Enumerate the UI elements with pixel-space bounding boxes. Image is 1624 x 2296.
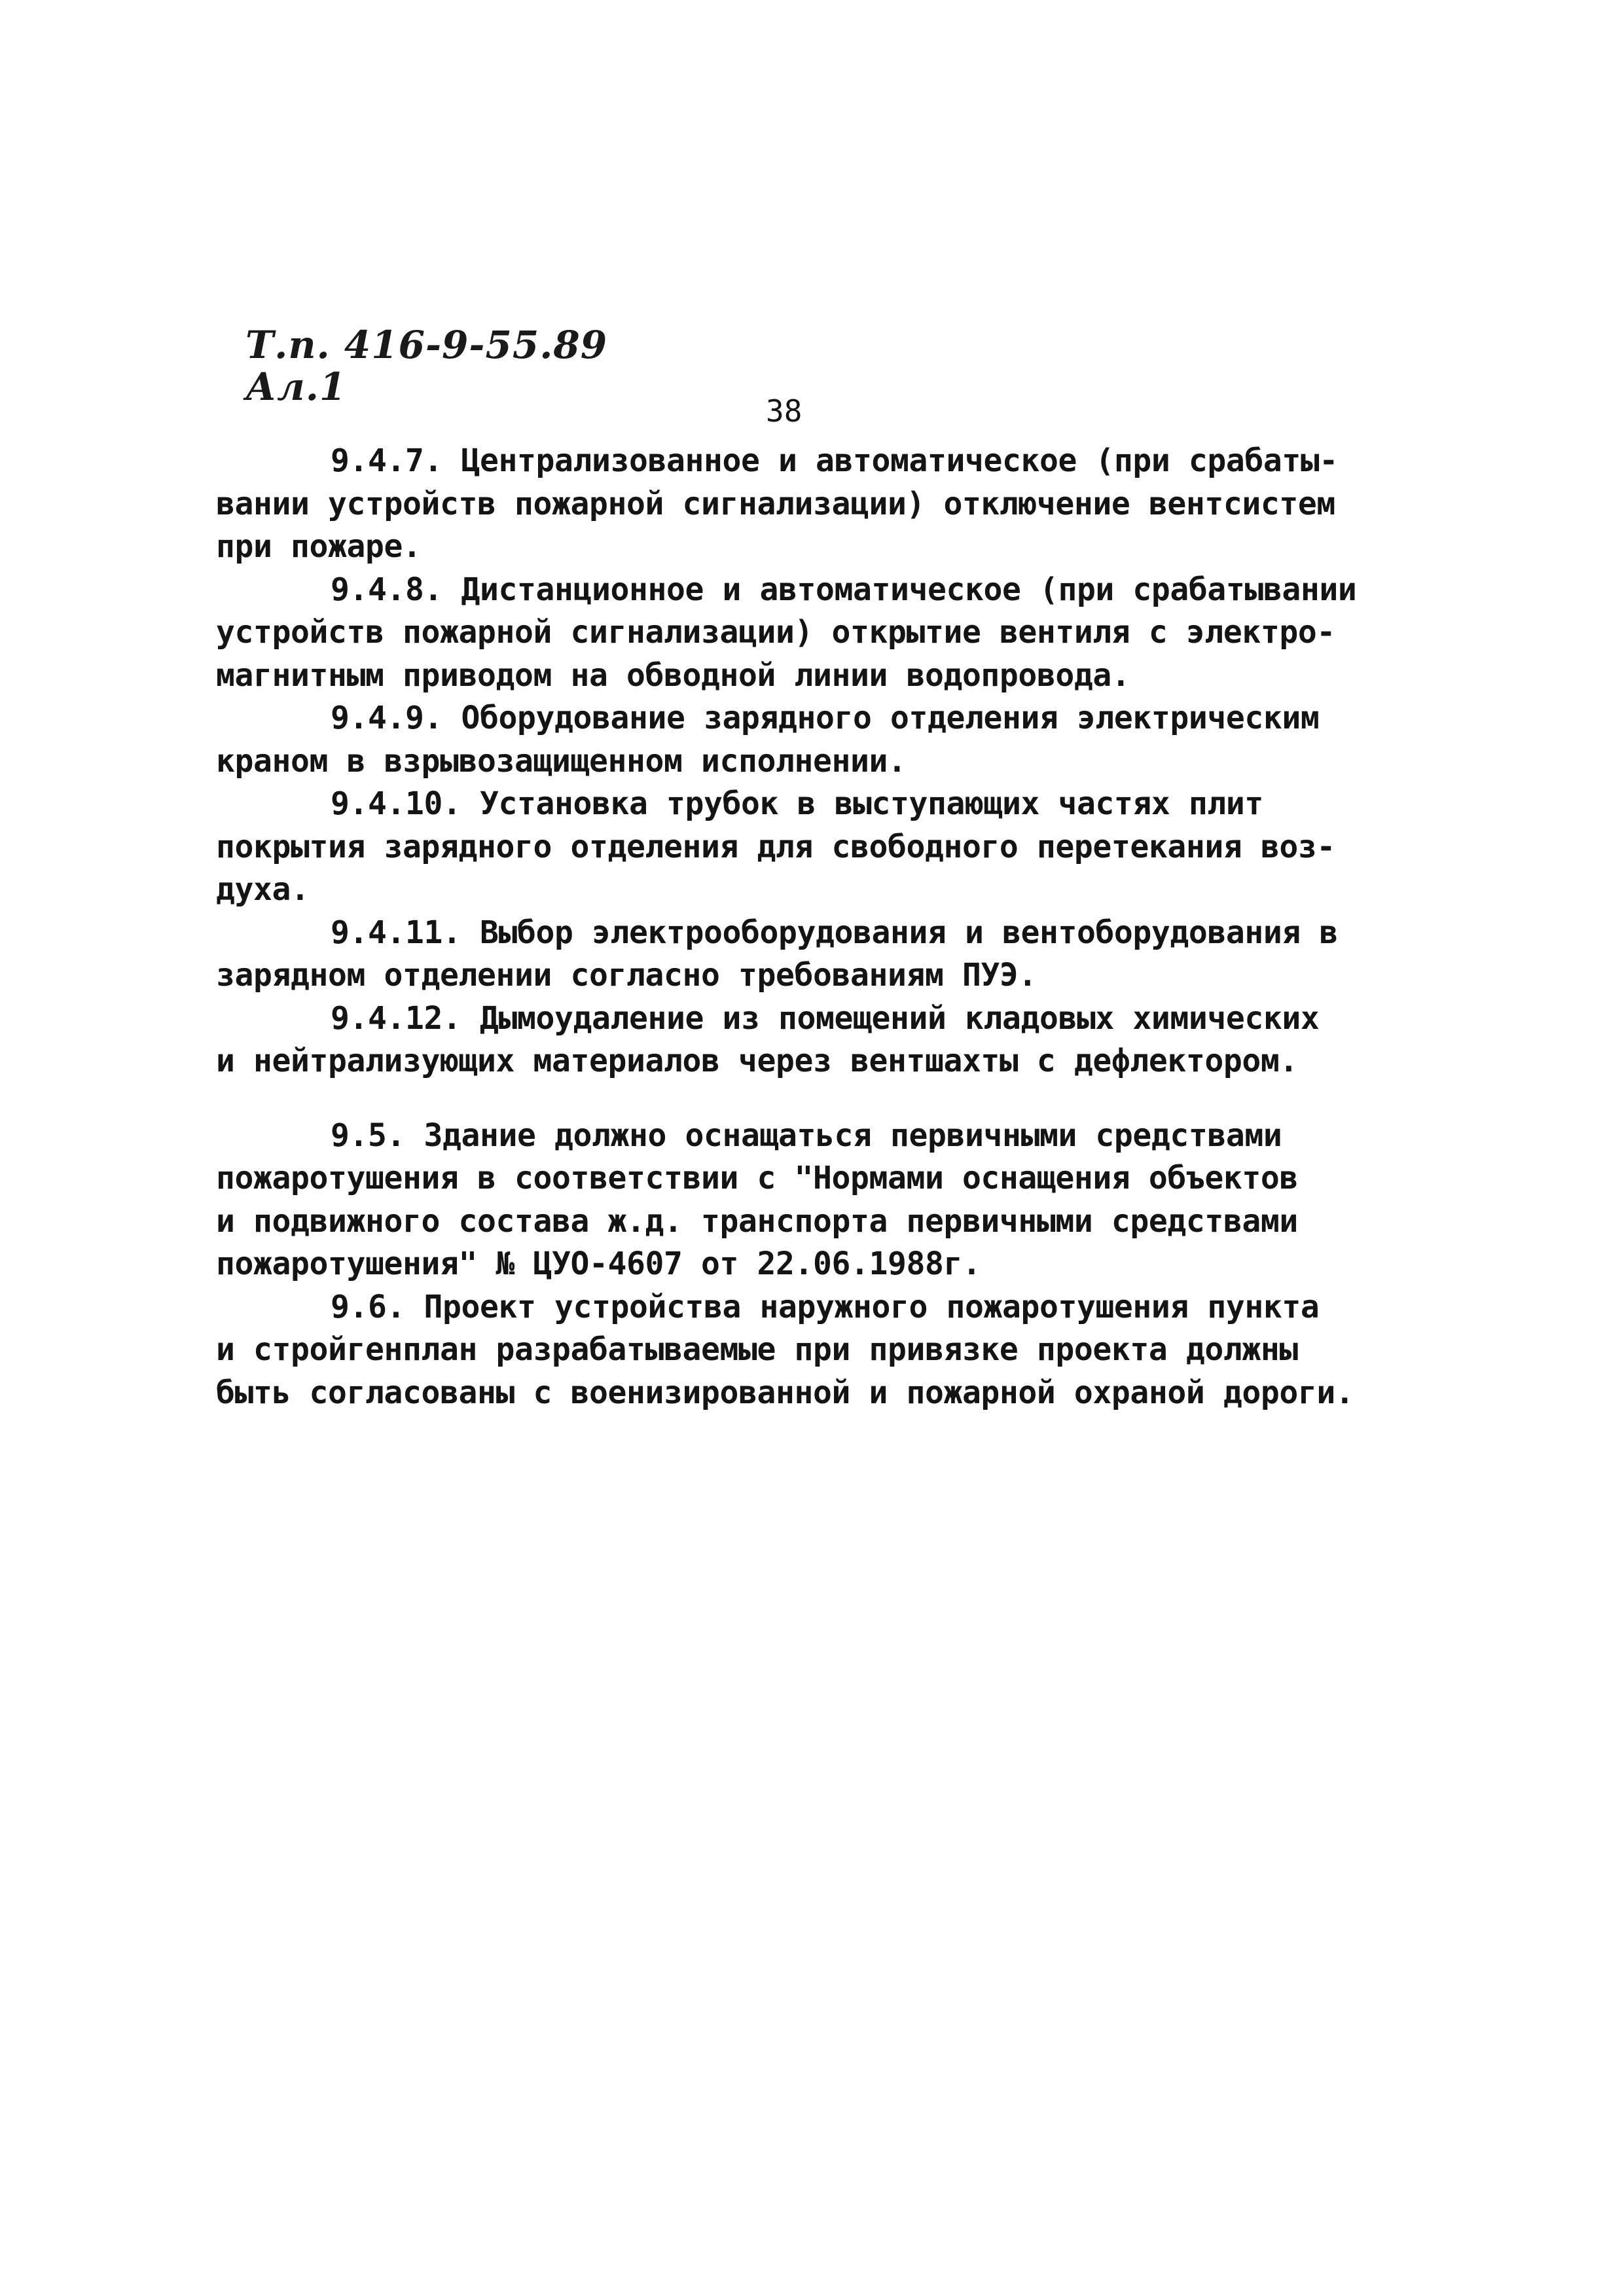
document-body	[216, 440, 1357, 1414]
paragraph-9-4-8	[216, 569, 1357, 698]
text-line: 9.4.9. Оборудование зарядного отделения электрическим	[331, 700, 1320, 736]
text-line: и нейтрализующих материалов через вентшахты с дефлектором.	[216, 1043, 1298, 1079]
text-line: 9.4.11. Выбор электрооборудования и вентоборудования в	[331, 914, 1338, 951]
text-line: при пожаре.	[216, 528, 422, 565]
text-line: устройств пожарной сигнализации) открытие вентиля с электро-	[216, 614, 1335, 651]
section-gap	[216, 1083, 1342, 1115]
paragraph-9-6	[216, 1286, 1354, 1415]
text-line: 9.6. Проект устройства наружного пожаротушения пункта	[331, 1288, 1320, 1325]
text-line: вании устройств пожарной сигнализации) отключение вентсистем	[216, 485, 1335, 522]
paragraph-9-4-10	[216, 783, 1342, 912]
text-line: 9.4.10. Установка трубок в выступающих частях плит	[331, 785, 1263, 822]
document-code-line: Т.п. 416-9-55.89	[245, 323, 608, 367]
album-number-line: Ал.1	[245, 365, 347, 409]
text-line: зарядном отделении согласно требованиям ПУЭ.	[216, 957, 1037, 994]
text-line: быть согласованы с военизированной и пожарной охраной дороги.	[216, 1374, 1354, 1411]
paragraph-9-4-9	[216, 697, 1342, 783]
text-line: пожаротушения" № ЦУО-4607 от 22.06.1988г.	[216, 1246, 981, 1282]
text-line: 9.4.7. Централизованное и автоматическое (при срабаты-	[331, 442, 1338, 479]
paragraph-9-4-11	[216, 912, 1342, 997]
paragraph-9-4-7	[216, 440, 1342, 569]
text-line: магнитным приводом на обводной линии водопровода.	[216, 656, 1130, 694]
text-line: покрытия зарядного отделения для свободного перетекания воз-	[216, 828, 1335, 865]
text-line: 9.4.8. Дистанционное и автоматическое (при срабатывании	[331, 571, 1357, 608]
page-number: 38	[766, 393, 803, 429]
text-line: 9.5. Здание должно оснащаться первичными средствами	[331, 1117, 1282, 1154]
text-line: духа.	[216, 871, 310, 908]
document-code-handwritten	[245, 324, 607, 408]
text-line: краном в взрывозащищенном исполнении.	[216, 742, 907, 780]
text-line: и подвижного состава ж.д. транспорта первичными средствами	[216, 1202, 1298, 1240]
text-line: пожаротушения в соответствии с "Нормами оснащения объектов	[216, 1160, 1298, 1196]
text-line: и стройгенплан разрабатываемые при привязке проекта должны	[216, 1331, 1298, 1368]
text-line: 9.4.12. Дымоудаление из помещений кладовых химических	[331, 999, 1320, 1037]
paragraph-9-4-12	[216, 997, 1342, 1083]
paragraph-9-5	[216, 1115, 1342, 1286]
